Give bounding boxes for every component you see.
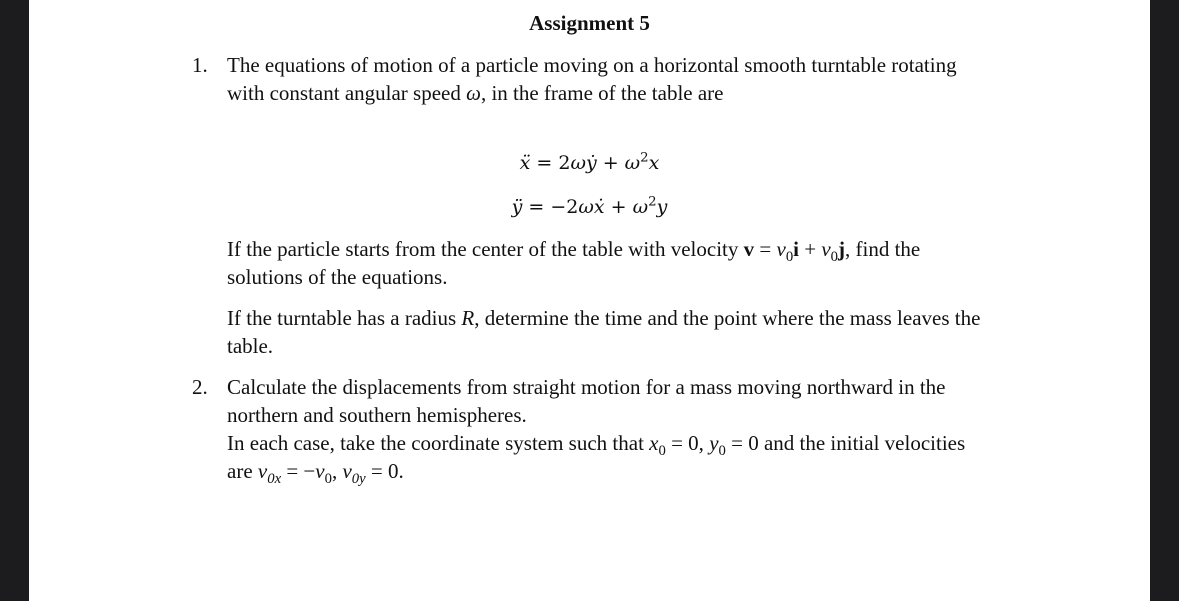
eq2-exponent: 2 xyxy=(648,194,657,210)
q1-ic-text: If the particle starts from the center of the table with velocity xyxy=(227,237,744,261)
q1-ic-text-end: , find the xyxy=(845,237,921,261)
q2-line1: Calculate the displacements from straight motion for a mass moving northward in the xyxy=(227,375,946,399)
unit-vector-i: i xyxy=(793,237,799,261)
eq2-y: y xyxy=(656,196,668,218)
v0-symbol-2: v xyxy=(821,237,831,261)
omega-symbol: ω xyxy=(466,81,481,105)
question-1-radius-part xyxy=(227,304,1057,360)
v0-subscript-q2: 0 xyxy=(324,471,332,488)
eq2-lhs: ÿ xyxy=(511,196,523,218)
q1-radius-line2: table. xyxy=(227,334,274,358)
question-2-text xyxy=(227,373,1057,488)
q2-line3-text: In each case, take the coordinate system such that xyxy=(227,431,650,455)
page-title: Assignment 5 xyxy=(529,11,650,35)
unit-vector-j: j xyxy=(838,237,846,261)
eq1-ydot: ẏ xyxy=(585,152,597,174)
eq1-equals: = 2 xyxy=(530,152,571,174)
v0-symbol-q2: v xyxy=(315,459,325,483)
q2-line3 xyxy=(227,429,1057,460)
q2-line2: northern and southern hemispheres. xyxy=(227,403,527,427)
eq1-omega-2: ω xyxy=(624,152,641,174)
v0-symbol: v xyxy=(776,237,786,261)
eq2-omega: ω xyxy=(578,196,594,218)
right-dark-margin xyxy=(1150,0,1179,601)
question-1-number: 1. xyxy=(192,53,208,77)
eq1-plus: + xyxy=(596,152,625,174)
x0-equals: = 0, xyxy=(665,431,710,455)
q1-intro-line1: The equations of motion of a particle moving on a horizontal smooth turntable rotating xyxy=(227,53,957,77)
velocity-vector: v xyxy=(743,237,755,261)
q1-ic-plus: + xyxy=(799,237,822,261)
question-2-number: 2. xyxy=(192,375,208,399)
eq1-lhs: ẍ xyxy=(519,152,531,174)
eq1-omega: ω xyxy=(570,152,586,174)
radius-symbol: R xyxy=(461,306,475,330)
v0-subscript: 0 xyxy=(785,249,794,266)
eq2-equals: = −2 xyxy=(522,196,579,218)
v0-subscript-2: 0 xyxy=(830,249,839,266)
q1-radius-line1 xyxy=(227,304,1057,332)
document-page xyxy=(29,0,1150,601)
v0x-equals: = − xyxy=(281,459,316,483)
q1-intro-text: with constant angular speed xyxy=(227,81,467,105)
v0y-symbol: v xyxy=(342,459,352,483)
q1-ic-equals: = xyxy=(754,237,777,261)
q2-comma: , xyxy=(331,459,343,483)
equation-2 xyxy=(29,193,1150,221)
y0-symbol: y xyxy=(709,431,719,455)
eq2-xdot: ẋ xyxy=(593,196,605,218)
v0x-subscript: 0x xyxy=(267,471,282,488)
question-1-initial-conditions xyxy=(227,235,1057,291)
q2-line3-text-end: = 0 and the initial velocities xyxy=(725,431,966,455)
q1-ic-line2: solutions of the equations. xyxy=(227,265,448,289)
eq2-plus: + xyxy=(604,196,633,218)
q1-ic-line1 xyxy=(227,235,1057,266)
eq1-x: x xyxy=(648,152,660,174)
eq1-exponent: 2 xyxy=(640,150,649,166)
q1-radius-text: If the turntable has a radius xyxy=(227,306,462,330)
x0-subscript: 0 xyxy=(658,443,666,460)
y0-subscript: 0 xyxy=(718,443,726,460)
x0-symbol: x xyxy=(649,431,659,455)
equation-1 xyxy=(29,149,1150,177)
v0y-equals: = 0. xyxy=(365,459,404,483)
q2-line4 xyxy=(227,457,1057,488)
v0y-subscript: 0y xyxy=(351,471,366,488)
eq2-omega-2: ω xyxy=(632,196,649,218)
q1-intro-line2 xyxy=(227,79,1057,107)
question-1-intro xyxy=(227,51,1057,107)
q2-line4-text: are xyxy=(227,459,258,483)
q1-intro-text-end: , in the frame of the table are xyxy=(480,81,724,105)
left-dark-margin xyxy=(0,0,29,601)
v0x-symbol: v xyxy=(257,459,268,483)
q1-radius-text-end: , determine the time and the point where the mass leaves the xyxy=(474,306,981,330)
